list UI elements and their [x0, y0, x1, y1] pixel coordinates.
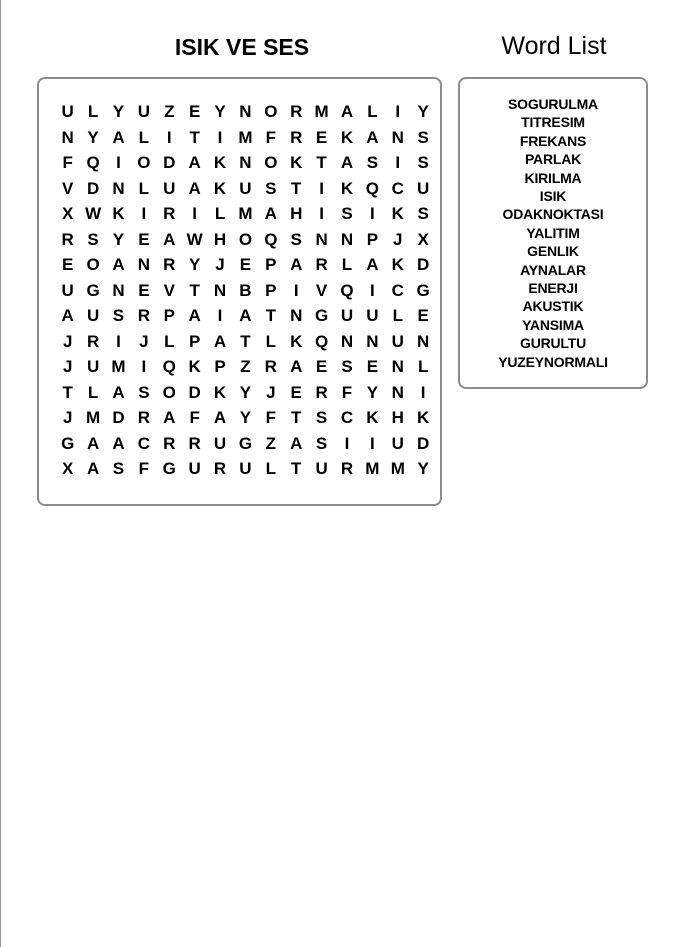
grid-cell: M [238, 127, 253, 147]
grid-cell: R [340, 459, 354, 478]
grid-cell: R [290, 127, 303, 147]
grid-cell: I [141, 204, 147, 223]
grid-cell: K [290, 153, 303, 172]
grid-cell: H [213, 229, 227, 249]
grid-cell: S [417, 204, 429, 223]
grid-cell: K [112, 204, 125, 223]
grid-cell: J [62, 331, 73, 351]
grid-cell: R [315, 255, 328, 274]
grid-cell: T [240, 331, 251, 351]
grid-cell: A [112, 433, 125, 453]
grid-cell: U [163, 178, 176, 198]
grid-cell: L [214, 204, 226, 223]
grid-cell: T [316, 153, 327, 172]
grid-cell: N [61, 127, 74, 147]
grid-cell: D [417, 255, 430, 274]
word-list [458, 95, 648, 371]
grid-cell: L [392, 306, 403, 325]
word-list-item: YANSIMA [522, 316, 584, 333]
grid-cell: I [395, 102, 401, 121]
grid-cell: G [61, 433, 75, 453]
grid-cell: P [188, 331, 201, 351]
grid-cell: I [395, 153, 401, 172]
grid-cell: Z [240, 357, 251, 376]
grid-cell: D [417, 433, 430, 453]
grid-cell: I [370, 433, 375, 453]
grid-cell: C [391, 178, 404, 198]
word-list-item: GURULTU [520, 335, 586, 352]
grid-cell: A [61, 306, 74, 325]
grid-cell: D [163, 153, 176, 172]
grid-cell: D [112, 408, 125, 427]
grid-cell: T [62, 382, 73, 402]
grid-cell: J [266, 382, 276, 402]
grid-cell: M [365, 459, 380, 478]
grid-cell: G [314, 306, 329, 325]
grid-cell: Q [86, 153, 100, 172]
grid-cell: Y [417, 459, 429, 478]
grid-cell: N [239, 153, 252, 172]
grid-cell: I [217, 127, 223, 147]
word-list-item: PARLAK [524, 151, 582, 168]
grid-cell: Z [164, 102, 175, 121]
grid-cell: K [213, 382, 227, 402]
grid-cell: M [238, 204, 253, 223]
grid-cell: Q [340, 280, 354, 300]
grid-cell: U [366, 306, 379, 325]
grid-cell: P [163, 306, 175, 325]
grid-cell: A [340, 102, 354, 121]
grid-cell: O [238, 229, 253, 249]
grid-cell: V [62, 178, 74, 198]
grid-cell: T [265, 306, 277, 325]
grid-cell: N [290, 306, 303, 325]
grid-cell: A [340, 153, 354, 172]
grid-cell: E [239, 255, 252, 274]
grid-cell: K [290, 331, 303, 351]
word-list-item: ENERJI [528, 280, 578, 297]
grid-cell: U [188, 459, 201, 478]
grid-cell: F [341, 382, 353, 402]
grid-cell: K [340, 178, 354, 198]
grid-cell: A [163, 229, 176, 249]
grid-cell: U [86, 357, 100, 376]
grid-cell: X [417, 229, 429, 249]
grid-cell: R [61, 229, 74, 249]
grid-cell: Q [162, 357, 176, 376]
grid-cell: L [341, 255, 353, 274]
grid-cell: O [264, 102, 278, 121]
grid-cell: A [112, 255, 125, 274]
grid-cell: A [213, 331, 227, 351]
grid-cell: K [340, 127, 354, 147]
grid-cell: E [138, 280, 150, 300]
grid-cell: N [340, 229, 354, 249]
grid-cell: E [188, 102, 201, 121]
grid-cell: E [138, 229, 150, 249]
grid-cell: U [239, 459, 252, 478]
grid-cell: L [164, 331, 175, 351]
grid-cell: E [62, 255, 74, 274]
grid-cell: C [137, 433, 150, 453]
grid-cell: M [86, 408, 101, 427]
grid-cell: K [188, 357, 201, 376]
grid-cell: I [192, 204, 198, 223]
word-list-item: YUZEYNORMALI [498, 353, 608, 370]
grid-cell: L [367, 102, 378, 121]
grid-cell: O [162, 382, 176, 402]
grid-cell: S [341, 357, 353, 376]
grid-cell: F [265, 408, 277, 427]
grid-cell: S [341, 204, 353, 223]
grid-cell: R [213, 459, 227, 478]
grid-cell: J [393, 229, 403, 249]
grid-cell: S [265, 178, 277, 198]
grid-cell: W [85, 204, 102, 223]
grid-cell: D [86, 178, 100, 198]
grid-cell: A [290, 357, 303, 376]
grid-cell: J [62, 357, 73, 376]
grid-cell: T [189, 127, 200, 147]
word-list-item: KIRILMA [524, 169, 582, 186]
grid-cell: L [265, 459, 277, 478]
grid-cell: R [188, 433, 201, 453]
grid-cell: P [214, 357, 226, 376]
word-list-item: YALITIM [526, 224, 580, 241]
grid-cell: P [265, 280, 277, 300]
grid-cell: A [188, 153, 201, 172]
grid-cell: L [417, 357, 429, 376]
word-list-item: ODAKNOKTASI [502, 206, 604, 223]
grid-cell: F [138, 459, 150, 478]
grid-cell: U [86, 306, 100, 325]
puzzle-title: ISIK VE SES [174, 34, 310, 60]
grid-cell: E [315, 127, 328, 147]
grid-cell: N [315, 229, 328, 249]
grid-cell: S [112, 459, 125, 478]
grid-cell: M [314, 102, 329, 121]
grid-cell: M [390, 459, 405, 478]
grid-cell: N [391, 382, 404, 402]
grid-cell: J [139, 331, 149, 351]
grid-cell: T [291, 459, 302, 478]
grid-cell: R [290, 102, 303, 121]
grid-cell: U [391, 331, 404, 351]
grid-cell: T [189, 280, 200, 300]
grid-cell: P [265, 255, 277, 274]
grid-cell: S [315, 408, 328, 427]
grid-cell: R [264, 357, 277, 376]
grid-cell: A [188, 306, 201, 325]
grid-cell: G [86, 280, 100, 300]
grid-cell: S [315, 433, 328, 453]
grid-cell: S [112, 306, 125, 325]
grid-cell: X [62, 204, 74, 223]
grid-cell: E [366, 357, 379, 376]
grid-cell: A [239, 306, 252, 325]
grid-cell: H [290, 204, 303, 223]
grid-cell: M [111, 357, 126, 376]
grid-cell: A [86, 433, 100, 453]
grid-cell: R [137, 306, 150, 325]
word-list-item: AKUSTIK [522, 298, 584, 315]
grid-cell: U [213, 433, 227, 453]
grid-cell: F [189, 408, 200, 427]
grid-cell: Y [112, 102, 125, 121]
grid-cell: S [87, 229, 99, 249]
word-list-item: AYNALAR [520, 261, 586, 278]
grid-cell: S [138, 382, 150, 402]
grid-cell: E [315, 357, 328, 376]
grid-cell: C [391, 280, 404, 300]
grid-cell: G [162, 459, 176, 478]
grid-cell: A [264, 204, 277, 223]
grid-cell: R [163, 433, 176, 453]
grid-cell: U [391, 433, 404, 453]
grid-cell: I [116, 331, 121, 351]
word-list-item: GENLIK [527, 243, 579, 260]
grid-cell: E [417, 306, 429, 325]
grid-cell: Y [239, 382, 252, 402]
grid-cell: N [366, 331, 379, 351]
page-left-edge [0, 0, 1, 947]
grid-cell: K [391, 255, 404, 274]
grid-cell: N [137, 255, 150, 274]
grid-cell: Q [365, 178, 379, 198]
grid-cell: V [163, 280, 175, 300]
grid-cell: N [213, 280, 227, 300]
grid-cell: R [163, 255, 176, 274]
grid-cell: N [417, 331, 430, 351]
grid-cell: N [239, 102, 252, 121]
grid-cell: A [290, 255, 303, 274]
grid-cell: A [290, 433, 303, 453]
letter-grid [55, 102, 436, 485]
grid-cell: I [420, 382, 426, 402]
grid-cell: U [61, 280, 74, 300]
grid-cell: K [391, 204, 404, 223]
grid-cell: A [112, 382, 125, 402]
grid-cell: H [391, 408, 404, 427]
grid-cell: I [217, 306, 223, 325]
grid-cell: I [370, 280, 375, 300]
grid-cell: Q [314, 331, 329, 351]
grid-cell: N [112, 178, 125, 198]
word-list-item: SOGURULMA [508, 96, 598, 112]
grid-cell: J [215, 255, 225, 274]
grid-cell: U [340, 306, 354, 325]
grid-cell: L [87, 102, 99, 121]
grid-cell: L [138, 178, 150, 198]
grid-cell: S [417, 153, 429, 172]
grid-cell: P [366, 229, 379, 249]
grid-cell: N [112, 280, 125, 300]
grid-cell: R [86, 331, 100, 351]
grid-cell: U [417, 178, 430, 198]
grid-cell: I [141, 357, 147, 376]
grid-cell: D [188, 382, 201, 402]
grid-cell: Y [366, 382, 379, 402]
grid-cell: Y [417, 102, 429, 121]
grid-cell: Y [188, 255, 201, 274]
grid-cell: X [62, 459, 74, 478]
word-list-item: TITRESIM [521, 114, 585, 131]
grid-cell: R [163, 204, 176, 223]
word-list-item: FREKANS [519, 132, 587, 149]
grid-cell: K [213, 178, 227, 198]
grid-cell: G [416, 280, 430, 300]
grid-cell: I [293, 280, 299, 300]
grid-cell: I [319, 204, 324, 223]
grid-cell: K [213, 153, 227, 172]
grid-cell: I [370, 204, 375, 223]
grid-cell: F [62, 153, 73, 172]
grid-cell: O [137, 153, 151, 172]
grid-cell: U [137, 102, 150, 121]
grid-cell: N [391, 127, 404, 147]
grid-cell: B [239, 280, 252, 300]
grid-cell: A [213, 408, 227, 427]
grid-cell: W [186, 229, 203, 249]
grid-cell: S [290, 229, 302, 249]
grid-cell: N [340, 331, 354, 351]
grid-cell: Y [87, 127, 99, 147]
grid-cell: L [265, 331, 277, 351]
grid-cell: A [86, 459, 100, 478]
grid-cell: J [62, 408, 73, 427]
grid-cell: T [291, 178, 302, 198]
grid-cell: Y [112, 229, 125, 249]
grid-cell: Q [264, 229, 278, 249]
grid-cell: U [239, 178, 252, 198]
grid-cell: K [366, 408, 379, 427]
grid-cell: Y [239, 408, 252, 427]
grid-cell: R [137, 408, 150, 427]
grid-cell: N [391, 357, 404, 376]
grid-cell: I [166, 127, 172, 147]
grid-cell: L [87, 382, 99, 402]
grid-cell: T [291, 408, 302, 427]
grid-cell: Y [214, 102, 226, 121]
word-list-item: ISIK [539, 188, 567, 205]
grid-cell: C [340, 408, 354, 427]
grid-cell: A [163, 408, 176, 427]
grid-cell: R [315, 382, 328, 402]
grid-cell: A [112, 127, 125, 147]
grid-cell: Z [265, 433, 277, 453]
grid-cell: I [344, 433, 350, 453]
word-list-title: Word List [501, 32, 607, 60]
grid-cell: L [138, 127, 150, 147]
grid-cell: S [417, 127, 429, 147]
grid-cell: E [290, 382, 302, 402]
grid-cell: S [366, 153, 379, 172]
grid-cell: F [265, 127, 277, 147]
grid-cell: K [417, 408, 430, 427]
grid-cell: U [61, 102, 74, 121]
grid-cell: I [319, 178, 324, 198]
grid-cell: A [366, 255, 379, 274]
grid-cell: A [188, 178, 201, 198]
grid-cell: G [238, 433, 253, 453]
grid-cell: O [264, 153, 278, 172]
grid-cell: V [315, 280, 328, 300]
grid-cell: A [366, 127, 379, 147]
grid-cell: U [315, 459, 328, 478]
grid-cell: O [86, 255, 100, 274]
grid-cell: I [116, 153, 121, 172]
